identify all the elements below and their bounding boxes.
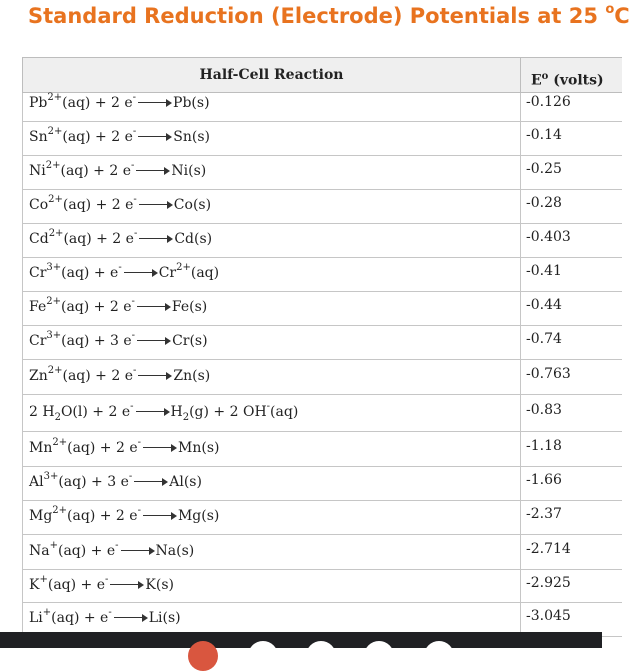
table-body	[22, 93, 622, 637]
reaction-arrow-icon	[143, 444, 177, 452]
reaction-arrow-icon	[143, 512, 177, 520]
half-reaction: Li+(aq) + e- Li(s)	[29, 607, 181, 626]
half-reaction: Na+(aq) + e- Na(s)	[29, 540, 195, 559]
potential-value: -0.74	[526, 331, 562, 347]
table-row	[22, 535, 622, 570]
reaction-arrow-icon	[137, 337, 171, 345]
reaction-cell	[23, 258, 521, 291]
reaction-cell	[23, 122, 521, 155]
half-reaction: 2 $H_2O(l) + 2$ e- $H_2(g) + 2$ OH-(aq)	[29, 401, 299, 423]
half-reaction: $Pb^{2+}(aq) + 2$ e- Pb(s)	[29, 92, 210, 111]
reaction-arrow-icon	[138, 133, 172, 141]
reaction-arrow-icon	[139, 201, 173, 209]
table-header	[22, 58, 622, 93]
reaction-arrow-icon	[114, 614, 148, 622]
reaction-cell	[23, 535, 521, 569]
page-title: Standard Reduction (Electrode) Potentials at 25 $^o$C	[28, 2, 630, 28]
toolbar-button[interactable]	[364, 641, 394, 671]
reaction-cell	[23, 432, 521, 466]
table-row	[22, 93, 622, 122]
potential-value: -0.44	[526, 297, 562, 313]
table-row	[22, 292, 622, 326]
table-row	[22, 467, 622, 501]
potential-value: -0.41	[526, 263, 562, 279]
reaction-cell	[23, 156, 521, 189]
reaction-cell	[23, 190, 521, 223]
half-reaction: $Fe^{2+}(aq) + 2$ e- Fe(s)	[29, 296, 208, 315]
reaction-cell	[23, 93, 521, 121]
table-row	[22, 122, 622, 156]
bottom-toolbar	[0, 632, 602, 648]
reaction-arrow-icon	[137, 303, 171, 311]
table-row	[22, 224, 622, 258]
half-reaction: $Cd^{2+}(aq) + 2$ e- Cd(s)	[29, 228, 213, 247]
reaction-arrow-icon	[139, 235, 173, 243]
header-potential: $E^o$ (volts)	[531, 71, 604, 89]
reaction-cell	[23, 360, 521, 394]
potential-value: -0.763	[526, 366, 571, 382]
reduction-potential-table	[22, 57, 622, 637]
half-reaction: $Ni^{2+}(aq) + 2$ e- Ni(s)	[29, 160, 207, 179]
potential-value: -2.714	[526, 541, 571, 557]
reaction-cell	[23, 326, 521, 359]
reaction-cell	[23, 467, 521, 500]
table-row	[22, 432, 622, 467]
potential-value: -0.28	[526, 195, 562, 211]
half-reaction: $Mg^{2+}(aq) + 2$ e- Mg(s)	[29, 505, 220, 524]
reaction-arrow-icon	[110, 581, 144, 589]
reaction-arrow-icon	[124, 269, 158, 277]
table-row	[22, 156, 622, 190]
toolbar-button-record[interactable]	[188, 641, 218, 671]
table-row	[22, 190, 622, 224]
reaction-cell	[23, 292, 521, 325]
potential-value: -0.83	[526, 402, 562, 418]
reaction-cell	[23, 395, 521, 431]
reaction-arrow-icon	[134, 478, 168, 486]
half-reaction: $Zn^{2+}(aq) + 2$ e- Zn(s)	[29, 365, 211, 384]
half-reaction: $Mn^{2+}(aq) + 2$ e- Mn(s)	[29, 437, 220, 456]
reaction-cell	[23, 224, 521, 257]
reaction-arrow-icon	[121, 547, 155, 555]
table-row	[22, 395, 622, 432]
reaction-arrow-icon	[136, 167, 170, 175]
potential-value: -3.045	[526, 608, 571, 624]
toolbar-button[interactable]	[306, 641, 336, 671]
potential-value: -1.66	[526, 472, 562, 488]
half-reaction: $Cr^{3+}(aq) + 3$ e- Cr(s)	[29, 330, 208, 349]
header-reaction: Half-Cell Reaction	[23, 58, 521, 92]
half-reaction: $Sn^{2+}(aq) + 2$ e- Sn(s)	[29, 126, 210, 145]
reaction-cell	[23, 501, 521, 534]
half-reaction: $Co^{2+}(aq) + 2$ e- Co(s)	[29, 194, 212, 213]
half-reaction: K+(aq) + e- K(s)	[29, 574, 174, 593]
potential-value: -0.14	[526, 127, 562, 143]
potential-value: -1.18	[526, 438, 562, 454]
toolbar-button[interactable]	[248, 641, 278, 671]
reaction-arrow-icon	[138, 99, 172, 107]
table-row	[22, 501, 622, 535]
half-reaction: $Al^{3+}(aq) + 3$ e- Al(s)	[29, 471, 202, 490]
potential-value: -0.25	[526, 161, 562, 177]
reaction-cell	[23, 570, 521, 602]
potential-value: -0.126	[526, 94, 571, 110]
table-row	[22, 258, 622, 292]
table-row	[22, 360, 622, 395]
toolbar-button[interactable]	[424, 641, 454, 671]
potential-value: -2.925	[526, 575, 571, 591]
potential-value: -2.37	[526, 506, 562, 522]
table-row	[22, 326, 622, 360]
reaction-arrow-icon	[136, 408, 170, 416]
reaction-arrow-icon	[138, 372, 172, 380]
half-reaction: $Cr^{3+}(aq) + e^-$ $Cr^{2+}(aq)$	[29, 262, 220, 281]
table-row	[22, 570, 622, 603]
potential-value: -0.403	[526, 229, 571, 245]
